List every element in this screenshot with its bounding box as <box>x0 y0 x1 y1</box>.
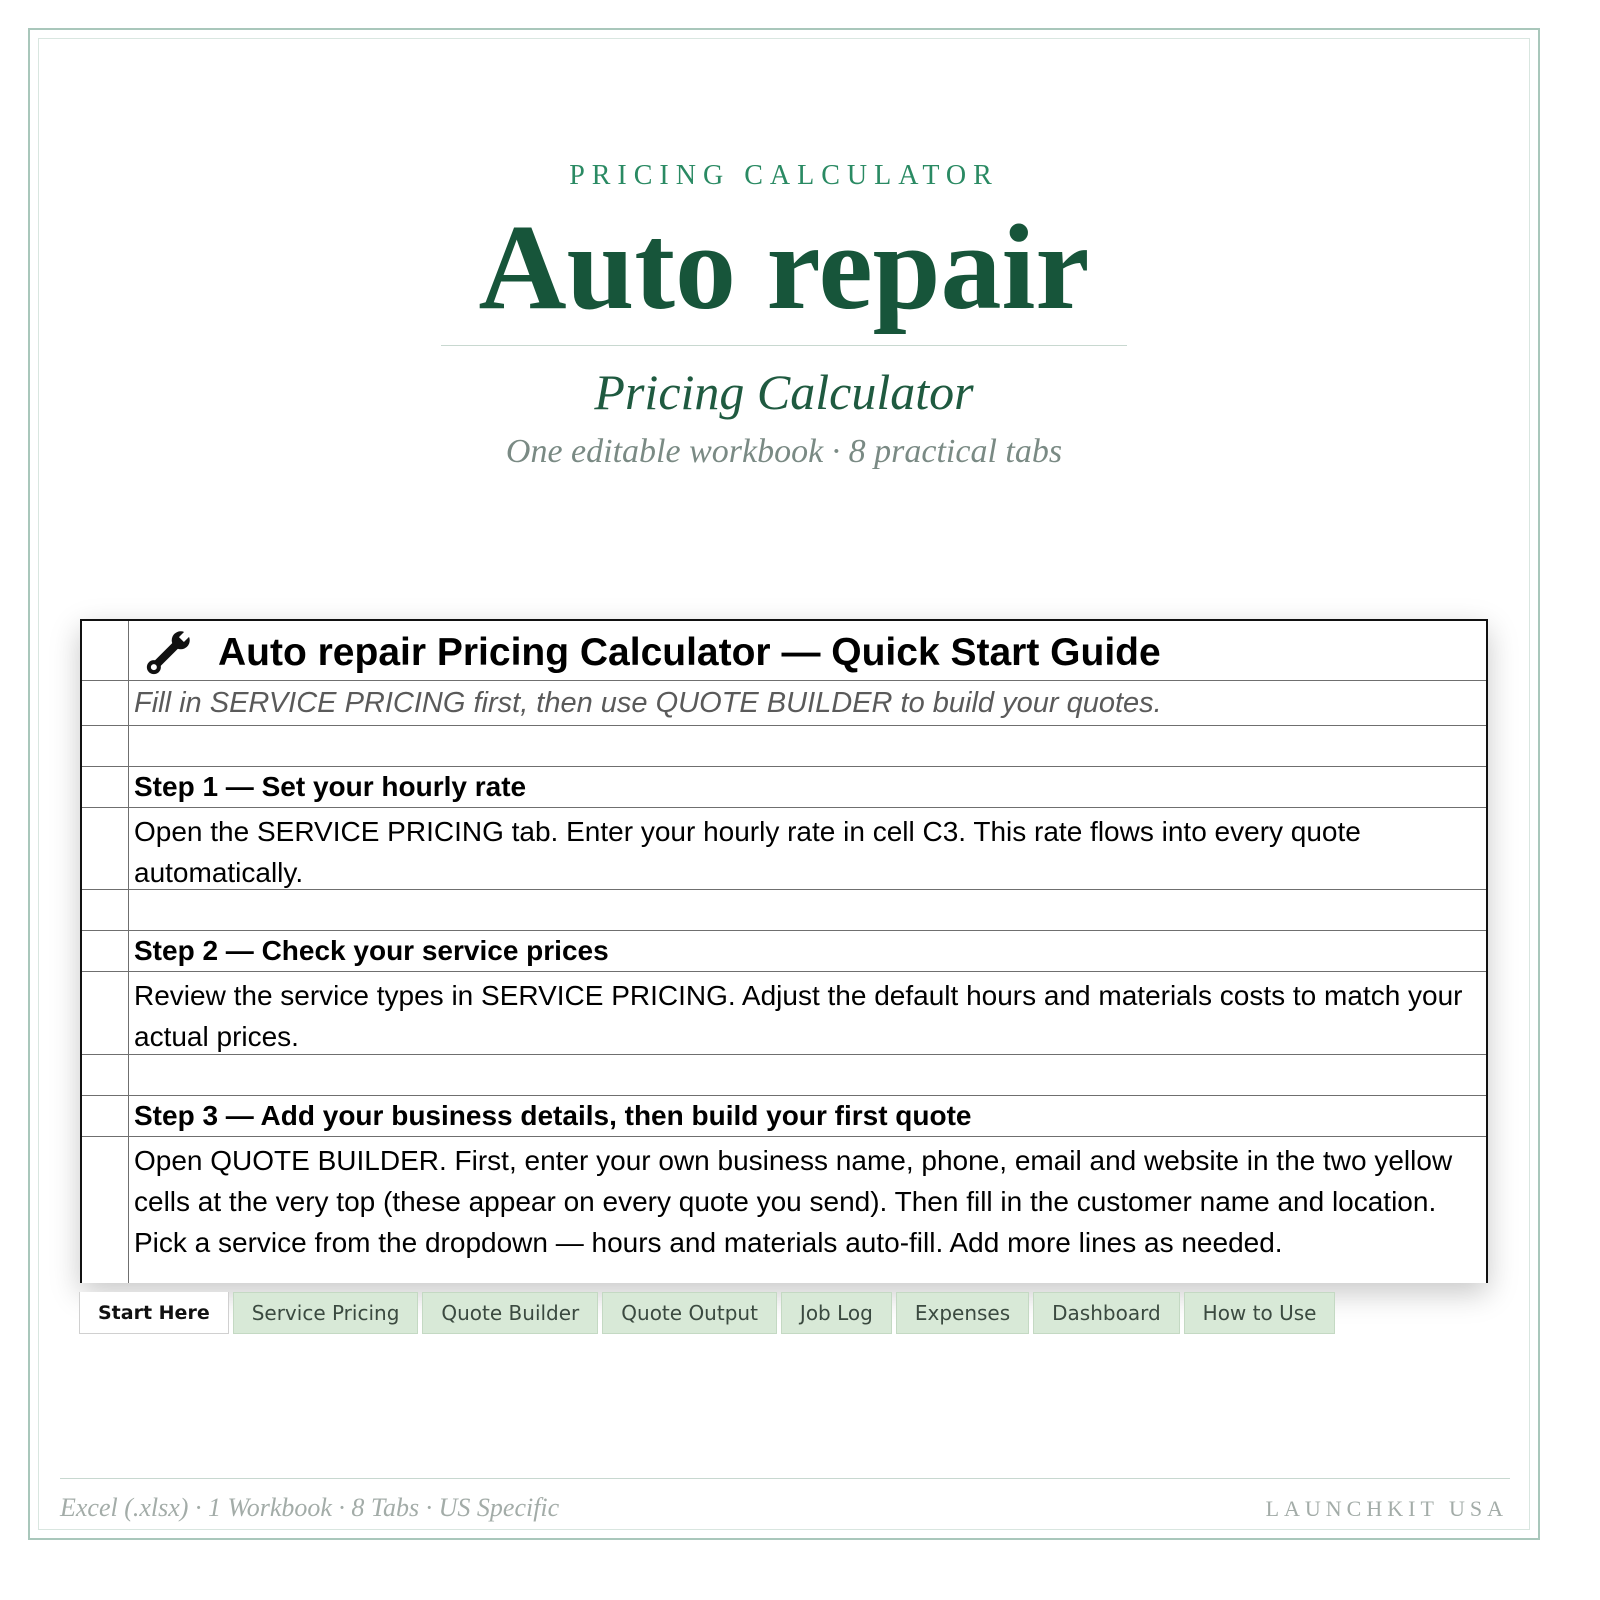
kicker-label: PRICING CALCULATOR <box>569 160 999 191</box>
wrench-icon <box>140 627 196 679</box>
sheet-row-step-title <box>82 931 1486 972</box>
brand-name: LAUNCHKIT USA <box>1265 1496 1508 1521</box>
sheet-row-blank <box>82 1055 1486 1096</box>
tab-quote-output[interactable]: Quote Output <box>602 1292 777 1334</box>
footer-specs: Excel (.xlsx) · 1 Workbook · 8 Tabs · US Specific <box>60 1493 560 1522</box>
sheet-row-step-body <box>82 808 1486 890</box>
step-3-title[interactable]: Step 3 — Add your business details, then build your first quote <box>134 1100 972 1131</box>
tab-dashboard[interactable]: Dashboard <box>1033 1292 1180 1334</box>
step-1-title[interactable]: Step 1 — Set your hourly rate <box>134 771 527 802</box>
sheet-row-step-title <box>82 1096 1486 1137</box>
sheet-row-step-body <box>82 1137 1486 1283</box>
sheet-row-blank <box>82 726 1486 767</box>
spreadsheet-view[interactable] <box>80 619 1488 1283</box>
heading-text: Auto repair Pricing Calculator — Quick Start Guide <box>218 631 1161 674</box>
tagline: One editable workbook · 8 practical tabs <box>505 433 1063 470</box>
sheet-row-heading <box>82 621 1486 681</box>
page-title: Auto repair <box>478 200 1090 335</box>
tab-job-log[interactable]: Job Log <box>781 1292 892 1334</box>
tab-quote-builder[interactable]: Quote Builder <box>422 1292 598 1334</box>
sheet-tabs <box>79 1292 1335 1334</box>
page-subtitle: Pricing Calculator <box>594 364 974 420</box>
title-divider <box>441 345 1127 346</box>
tab-expenses[interactable]: Expenses <box>896 1292 1029 1334</box>
tab-service-pricing[interactable]: Service Pricing <box>233 1292 419 1334</box>
sheet-row-note <box>82 681 1486 726</box>
footer-divider <box>60 1478 1510 1479</box>
note-cell[interactable]: Fill in SERVICE PRICING first, then use QUOTE BUILDER to build your quotes. <box>134 687 1162 719</box>
step-2-body[interactable]: Review the service types in SERVICE PRICING. Adjust the default hours and materials costs to match your actual prices. <box>134 980 1463 1052</box>
sheet-row-step-title <box>82 767 1486 808</box>
sheet-row-blank <box>82 890 1486 931</box>
step-2-title[interactable]: Step 2 — Check your service prices <box>134 935 609 966</box>
heading-cell[interactable] <box>134 627 1478 679</box>
tab-how-to-use[interactable]: How to Use <box>1184 1292 1336 1334</box>
step-3-body[interactable]: Open QUOTE BUILDER. First, enter your own business name, phone, email and website in the two yellow cells at the very top (these appear on every quote you send). Then fill in the customer name and location. Pick a service from the dropdown — hours and materials auto-fill. Add more lines as needed. <box>134 1145 1453 1258</box>
step-1-body[interactable]: Open the SERVICE PRICING tab. Enter your hourly rate in cell C3. This rate flows into every quote automatically. <box>134 816 1361 888</box>
tab-start-here[interactable]: Start Here <box>79 1292 229 1334</box>
sheet-row-step-body <box>82 972 1486 1055</box>
